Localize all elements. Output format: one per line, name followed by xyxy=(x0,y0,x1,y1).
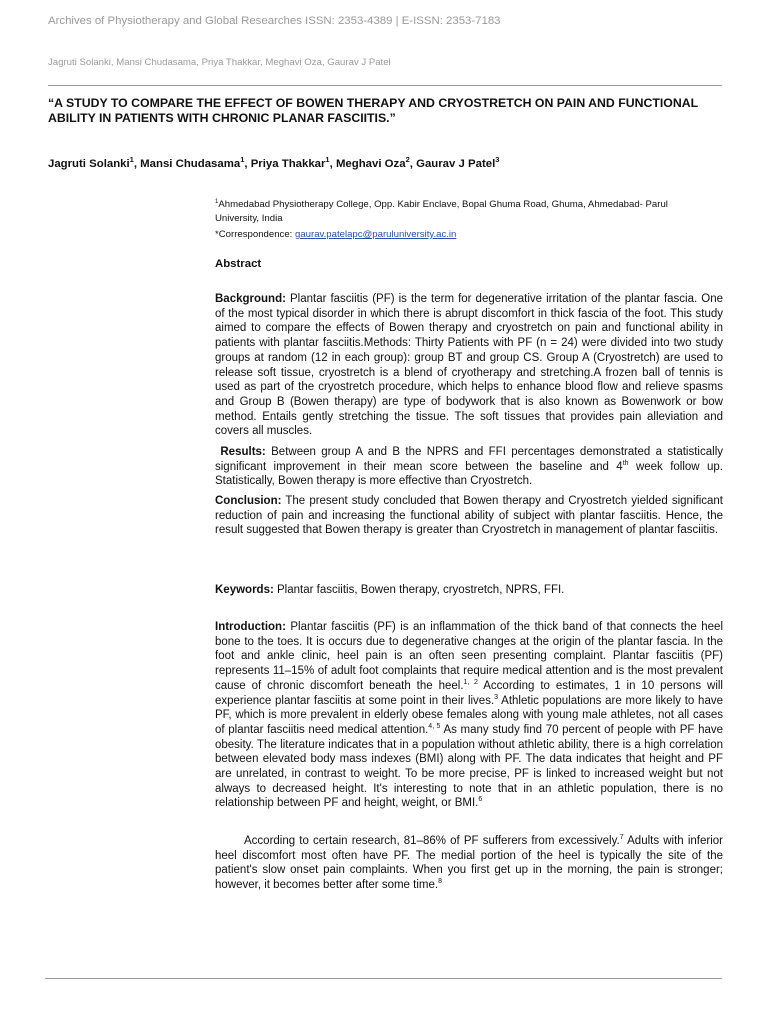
running-authors: Jagruti Solanki, Mansi Chudasama, Priya Thakkar, Meghavi Oza, Gaurav J Patel xyxy=(48,57,391,68)
abstract-results: Results: Between group A and B the NPRS and FFI percentages demonstrated a statistically significant improvement in their mean score between the baseline and 4th week follow up. Statistically, Bowen therapy is more effective than Cryostretch. xyxy=(215,446,723,488)
author-affiliation-mark: 1 xyxy=(325,155,330,164)
citation: 1, 2 xyxy=(463,678,478,686)
author-affiliation-mark: 1 xyxy=(240,155,245,164)
author-list: Jagruti Solanki$^1$, Mansi Chudasama$^1$, Priya Thakkar$^1$, Meghavi Oza$^2$, Gaurav J Patel$^3$ xyxy=(48,155,500,170)
author-name: Gaurav J Patel xyxy=(416,157,496,170)
citation: 4, 5 xyxy=(428,723,441,731)
introduction-paragraph: Introduction: Plantar fasciitis (PF) is an inflammation of the thick band of that connects the heel bone to the toes. It is occurs due to degenerative changes at the origin of the plantar fascia. In the foot and ankle clinic, heel pain is an often seen presenting complaint. Plantar fasciitis (PF) represents 11–15% of adult foot complaints that require medical attention and is the most prevalent cause of chronic discomfort beneath the heel.$^{1, 2}$ According to estimates, 1 in 10 persons will experience plantar fasciitis at some point in their lives.$^3$ Athletic populations are more likely to have PF, which is more prevalent in elderly obese females along with young male athletes, not all cases of plantar fasciitis need medical attention.$^{4, 5}$ As many study find 70 percent of people with PF have obesity. The literature indicates that in a population without athletic ability, there is a high correlation between elevated body mass indexes (BMI) along with PF. The data indicates that height and PF are unrelated, in contrast to weight. To be more precise, PF is linked to increased weight but not always to decreased height. It's interesting to note that in an athletic population, there is no relationship between PF and height, weight, or BMI.$^6$ xyxy=(215,621,724,810)
correspondence: *Correspondence: gaurav.patelapc@paruluniversity.ac.in xyxy=(215,229,457,240)
author-name: Meghavi Oza xyxy=(335,157,406,170)
affiliation: $^1$Ahmedabad Physiotherapy College, Opp. Kabir Enclave, Bopal Ghuma Road, Ghuma, Ahmedabad- Parul University, India xyxy=(215,199,668,225)
citation: 3 xyxy=(494,693,499,701)
author-affiliation-mark: 1 xyxy=(129,155,134,164)
abstract-conclusion: Conclusion: The present study concluded that Bowen therapy and Cryostretch yielded significant reduction of pain and increasing the functional ability of subject with plantar fasciitis. Hence, the result suggested that Bowen therapy is greater than Cryostretch in management of plantar fasciitis. xyxy=(215,495,723,537)
body-paragraph: According to certain research, 81–86% of PF sufferers from excessively.$^7$ Adults with inferior heel discomfort most often have PF. The medial portion of the heel is typically the site of the patient's slow onset pain complaints. When you first get up in the morning, the pain is stronger; however, it becomes better after some time.$^8$ xyxy=(215,834,723,892)
author-affiliation-mark: 2 xyxy=(405,155,410,164)
paper-title: “A STUDY TO COMPARE THE EFFECT OF BOWEN THERAPY AND CRYOSTRETCH ON PAIN AND FUNCTIONAL ABILITY IN PATIENTS WITH CHRONIC PLANAR FASCIITIS.” xyxy=(48,96,698,125)
author-name: Jagruti Solanki xyxy=(48,157,130,170)
footer-divider xyxy=(45,978,722,979)
author-name: Priya Thakkar xyxy=(250,157,326,170)
author-name: Mansi Chudasama xyxy=(140,157,241,170)
abstract-background: Background: Plantar fasciitis (PF) is the term for degenerative irritation of the plantar fascia. One of the most typical disorder in which there is abrupt discomfort in thick fascia of the foot. This study aimed to compare the effects of Bowen therapy and cryostretch on pain and functional ability in patients with plantar fasciitis.Methods: Thirty Patients with PF (n = 24) were divided into two study groups at random (12 in each group): group BT and group CS. Group A (Cryostretch) are used to release soft tissue, cryostretch is a blend of cryotherapy and stretching.A frozen ball of tennis is used as part of the cryostretch procedure, which helps to enhance blood flow and relieve spasms and Group B (Bowen therapy) are type of bodywork that is also known as Bowenwork or bow method. Entails gently stretching the tissue. The soft tissues that provides pain alleviation and covers all muscles. xyxy=(215,293,723,438)
citation: 7 xyxy=(619,834,624,842)
citation: 8 xyxy=(438,878,442,886)
citation: 6 xyxy=(478,796,483,804)
running-header: Archives of Physiotherapy and Global Researches ISSN: 2353-4389 | E-ISSN: 2353-7183 xyxy=(48,15,501,27)
keywords: Keywords: Plantar fasciitis, Bowen therapy, cryostretch, NPRS, FFI. xyxy=(215,584,565,596)
correspondence-email-link[interactable]: gaurav.patelapc@paruluniversity.ac.in xyxy=(295,229,457,240)
header-divider xyxy=(48,85,722,86)
abstract-heading: Abstract xyxy=(215,258,262,270)
author-affiliation-mark: 3 xyxy=(495,155,500,164)
